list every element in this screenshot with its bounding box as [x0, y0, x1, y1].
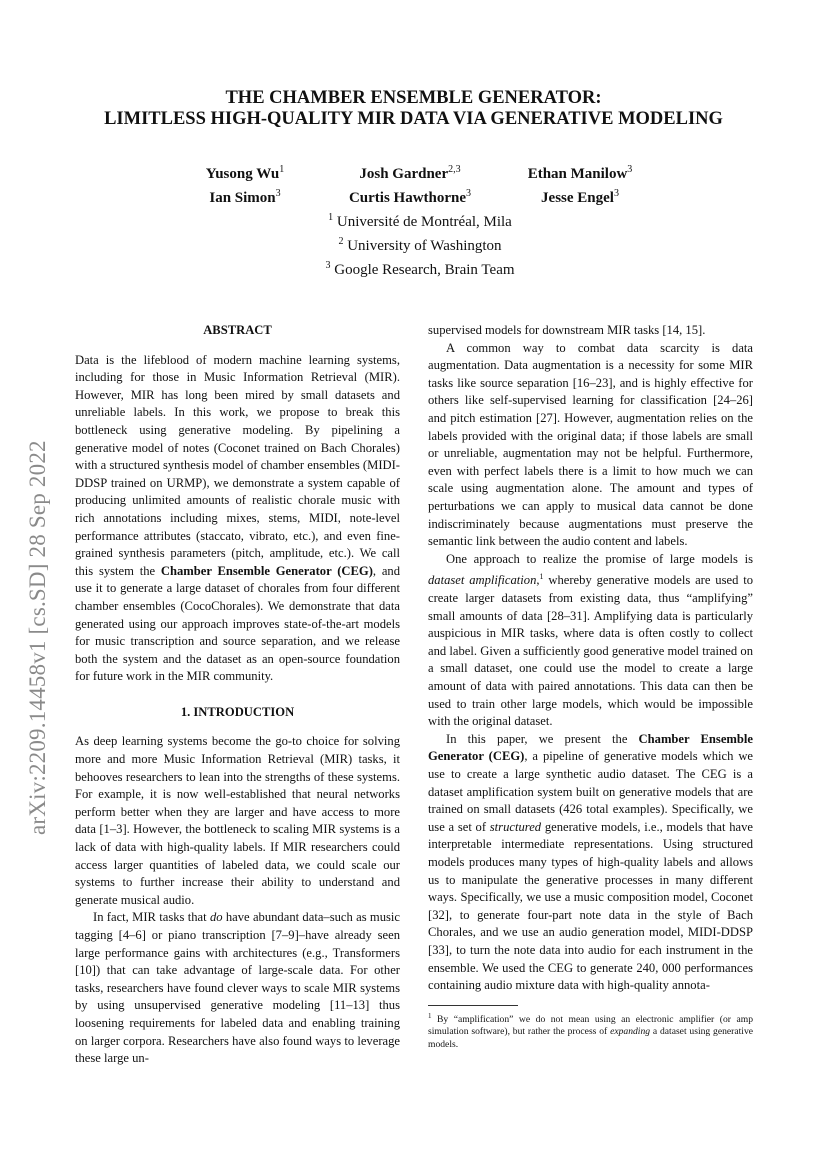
footnote-divider	[428, 1005, 518, 1006]
arxiv-identifier-text: arXiv:2209.14458v1 [cs.SD] 28 Sep 2022	[25, 440, 50, 835]
right-column	[428, 322, 753, 1051]
author: Josh Gardner$^{2,3}$	[359, 164, 461, 182]
left-column	[75, 322, 400, 1068]
introduction-heading: 1. INTRODUCTION	[180, 704, 295, 719]
footnote-marker[interactable]: 1	[539, 572, 544, 582]
affiliation: $^2$ University of Washington	[338, 236, 502, 254]
author-row-1	[170, 160, 660, 184]
author: Ethan Manilow$^3$	[527, 164, 633, 182]
footnote: $^1$ By “amplification” we do not mean using an electronic amplifier (or amp simulation software), but rather the process of expanding a dataset using generative models.	[428, 1011, 754, 1050]
body-paragraph: A common way to combat data scarcity is data augmentation. Data augmentation is a necessity for some MIR tasks like source separation [16–23], and is highly effective for others like self-supervised learning for classification [24–26] and pitch estimation [27]. However, augmentation relies on the labels provided with the original data; if those labels are small or unreliable, augmentation may not be helpful. Furthermore, even with perfect labels there is a limit to how much we can scale using augmentation alone. The amount and types of perturbations we can apply to musical data cannot be done indiscriminately because augmentations must preserve the semantic link between the audio content and labels.	[428, 340, 753, 549]
affiliation: $^1$ Université de Montréal, Mila	[328, 212, 512, 230]
paper-title	[40, 88, 787, 130]
body-paragraph: As deep learning systems become the go-to choice for solving more and more Music Information Retrieval (MIR) tasks, it behooves researchers to lean into the strengths of these systems. For example, it is now well-established that neural networks perform better when they are larger and have access to more data [1–3]. However, the bottleneck to scaling MIR systems is a lack of data with high-quality labels. If MIR researchers could access larger quantities of labeled data, we could scale our systems to further increase their ability to understand and generate musical audio.	[75, 734, 400, 907]
title-line-2: LIMITLESS HIGH-QUALITY MIR DATA VIA GENERATIVE MODELING	[104, 109, 723, 129]
body-paragraph: One approach to realize the promise of large models is dataset amplification,$^1$ whereby generative models are used to create larger datasets from existing data, thus “amplifying” small amounts of data [28–31]. Amplifying data is particularly auspicious in MIR tasks, where data is often costly to collect and label. Given a sufficiently good generative model trained on a small dataset, one could use the model to create a large amount of data with paired annotations. This data can then be used to train other large models, which would be impossible with the original dataset.	[428, 551, 753, 729]
author: Yusong Wu$^1$	[205, 164, 285, 182]
author: Curtis Hawthorne$^3$	[348, 188, 472, 206]
abstract-heading: ABSTRACT	[203, 323, 272, 337]
author-block	[170, 160, 660, 280]
title-line-1: THE CHAMBER ENSEMBLE GENERATOR:	[225, 88, 602, 108]
abstract-paragraph: Data is the lifeblood of modern machine learning systems, including for those in Music Information Retrieval (MIR). However, MIR has long been mired by small datasets and unreliable labels. In this work, we propose to break this bottleneck using generative modeling. By pipelining a generative model of notes (Coconet trained on Bach Chorales) with a structured synthesis model of chamber ensembles (MIDI-DDSP trained on URMP), we demonstrate a system capable of producing unlimited amounts of realistic chorale music with rich annotations including mixes, stems, MIDI, note-level performance attributes (staccato, vibrato, etc.), and even fine-grained synthesis parameters (pitch, amplitude, etc.). We call this system the Chamber Ensemble Generator (CEG), and use it to generate a large dataset of chorales from four different chamber ensembles (CocoChorales). We demonstrate that data generated using our approach improves state-of-the-art models for music transcription and source separation, and we release both the system and the dataset as an open-source foundation for future work in the MIR community.	[75, 352, 401, 684]
arxiv-identifier-stamp[interactable]	[14, 365, 62, 835]
author: Ian Simon$^3$	[209, 188, 281, 206]
body-paragraph: In this paper, we present the Chamber Ensemble Generator (CEG), a pipeline of generative models which we use to create a large synthetic audio dataset. The CEG is a dataset amplification system built on generative models that are trained on small datasets (426 total examples). Specifically, we use a set of structured generative models, i.e., models that have interpretable intermediate representations. Using structured models produces many types of high-quality labels and allows us to manipulate the generative processes in many different ways. Specifically, we use a music composition model, Coconet [32], to generate four-part note data in the style of Bach Chorales, and we use an audio generation model, MIDI-DDSP [33], to turn the note data into audio for each instrument in the ensemble. We used the CEG to generate 240, 000 performances containing audio mixture data with high-quality annota-	[428, 731, 754, 993]
author: Jesse Engel$^3$	[541, 188, 619, 206]
author-row-2	[170, 184, 660, 208]
affiliation: $^3$ Google Research, Brain Team	[325, 260, 515, 278]
body-paragraph: In fact, MIR tasks that do have abundant data–such as music tagging [4–6] or piano transcription [7–9]–have already seen large performance gains with architectures (e.g., Transformers [10]) that can take advantage of large-scale data. For other tasks, researchers have found clever ways to scale MIR systems by using unsupervised generative modeling [11–13] thus loosening requirements for labeled data and enabling training on larger corpora. Researchers have also found ways to leverage these large un-	[75, 910, 400, 1066]
body-paragraph: supervised models for downstream MIR tasks [14, 15].	[428, 323, 706, 337]
